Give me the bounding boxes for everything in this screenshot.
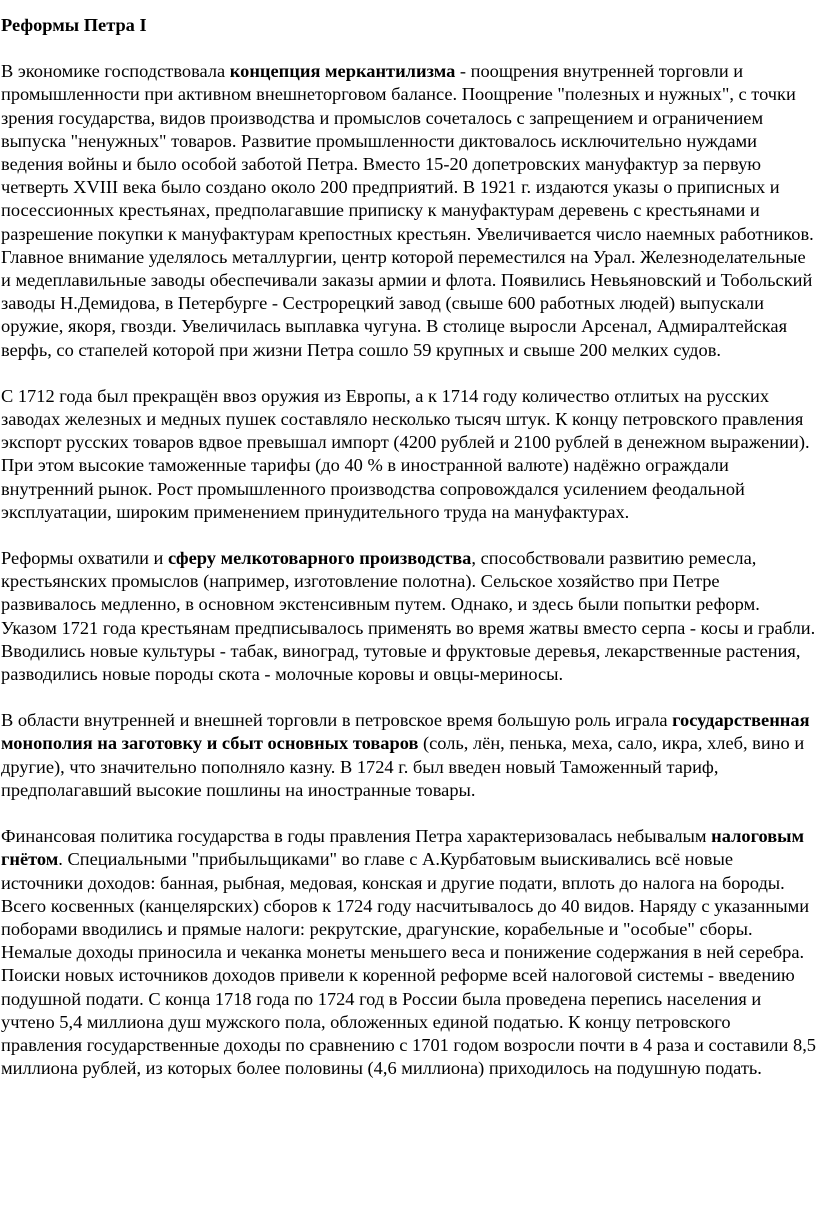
bold-term-small-production: сферу мелкотоварного производства — [168, 548, 472, 569]
paragraph-text: Реформы охватили и — [1, 548, 168, 569]
paragraph-trade-monopoly — [1, 709, 816, 802]
paragraph-text: В экономике господствовала — [1, 61, 230, 82]
paragraph-mercantilism — [1, 60, 816, 362]
paragraph-financial-policy — [1, 825, 816, 1080]
paragraph-text: Финансовая политика государства в годы правления Петра характеризовалась небывалым — [1, 826, 712, 847]
paragraph-text: С 1712 года был прекращён ввоз оружия из Европы, а к 1714 году количество отлитых на русских заводах железных и медных пушек составляло несколько тысяч штук. К концу петровского правления экспорт русских товаров вдвое превышал импорт (4200 рублей и 2100 рублей в денежном выражении). При этом высокие таможенные тарифы (до 40 % в иностранной валюте) надёжно ограждали внутренний рынок. Рост промышленного производства сопровождался усилением феодальной эксплуатации, широким применением принудительного труда на мануфактурах. — [1, 385, 810, 522]
bold-term-state-monopoly: государственная монополия на заготовку и сбыт основных товаров — [1, 710, 810, 754]
paragraph-text: - поощрения внутренней торговли и промышленности при активном внешнеторговом балансе. Поощрение "полезных и нужных", с точки зрения государства, видов производства и промыслов сочеталось с запрещением и ограничением выпуска "ненужных" товаров. Развитие промышленности диктовалось исключительно нуждами ведения войны и было особой заботой Петра. Вместо 15-20 допетровских мануфактур за первую четверть XVIII века было создано около 200 предприятий. В 1921 г. издаются указы о приписных и посессионных крестьянах, предполагавшие приписку к мануфактурам деревень с крестьянами и разрешение покупки к мануфактурам крепостных крестьян. Увеличивается число наемных работников. Главное внимание уделялось металлургии, центр которой переместился на Урал. Железноделательные и медеплавильные заводы обеспечивали заказы армии и флота. Появились Невьяновский и Тобольский заводы Н.Демидова, в Петербурге - Сестрорецкий завод (свыше 600 работных людей) выпускали оружие, якоря, гвозди. Увеличилась выплавка чугуна. В столице выросли Арсенал, Адмиралтейская верфь, со стапелей которой при жизни Петра сошло 59 крупных и свыше 200 мелких судов. — [1, 61, 814, 360]
paragraph-text: (соль, лён, пенька, меха, сало, икра, хлеб, вино и другие), что значительно пополняло казну. В 1724 г. был введен новый Таможенный тариф, предполагавший высокие пошлины на иностранные товары. — [1, 733, 805, 800]
document-title: Реформы Петра I — [1, 15, 147, 35]
paragraph-text: В области внутренней и внешней торговли в петровское время большую роль играла — [1, 710, 673, 731]
paragraph-text: . Специальными "прибыльщиками" во главе с А.Курбатовым выискивались всё новые источники доходов: банная, рыбная, медовая, конская и другие подати, вплоть до налога на бороды. Всего косвенных (канцелярских) сборов к 1724 году насчитывалось до 40 видов. Наряду с указанными поборами вводились и прямые налоги: рекрутские, драгунские, корабельные и "особые" сборы. Немалые доходы приносила и чеканка монеты меньшего веса и понижение содержания в ней серебра. Поиски новых источников доходов привели к коренной реформе всей налоговой системы - введению подушной подати. С конца 1718 года по 1724 год в России была проведена перепись населения и учтено 5,4 миллиона душ мужского пола, обложенных единой податью. К концу петровского правления государственные доходы по сравнению с 1701 годом возросли почти в 4 раза и составили 8,5 миллиона рублей, из которых более половины (4,6 миллиона) приходилось на подушную подать. — [1, 849, 816, 1079]
paragraph-text: , способствовали развитию ремесла, крестьянских промыслов (например, изготовление полотна). Сельское хозяйство при Петре развивалось медленно, в основном экстенсивным путем. Однако, и здесь были попытки реформ. Указом 1721 года крестьянам предписывалось применять во время жатвы вместо серпа - косы и грабли. Вводились новые культуры - табак, виноград, тутовые и фруктовые деревья, лекарственные растения, разводились новые породы скота - молочные коровы и овцы-мериносы. — [1, 548, 816, 685]
paragraph-small-production — [1, 547, 816, 686]
bold-term-tax-burden: налоговым гнётом — [1, 826, 805, 870]
paragraph-weapons-export — [1, 385, 816, 524]
bold-term-mercantilism: концепция меркантилизма — [229, 61, 456, 82]
